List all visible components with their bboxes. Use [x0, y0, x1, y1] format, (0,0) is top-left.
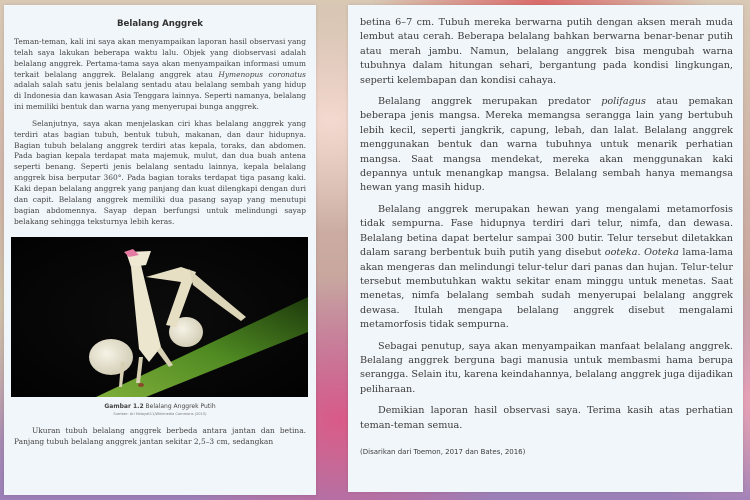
caption-text: Belalang Anggrek Putih [143, 403, 216, 411]
orchid-mantis-photo [11, 237, 308, 397]
polifagus-term: polifagus [601, 96, 646, 108]
size-paragraph: Ukuran tubuh belalang anggrek berbeda antara jantan dan betina. Panjang tubuh belalang anggrek jantan sekitar 2,5–3 cm, sedangkan [14, 426, 306, 447]
benefits-paragraph: Sebagai penutup, saya akan menyampaikan manfaat belalang anggrek. Belalang anggrek berguna bagi manusia untuk membasmi hama berupa serangga. Selain itu, karena keindahannya, belalang anggrek juga dijadikan peliharaan. [360, 340, 733, 395]
ooteka-term: ooteka [604, 247, 638, 259]
document-title: Belalang Anggrek [117, 19, 203, 29]
caption-label: Gambar 1.2 [104, 403, 144, 411]
left-page [4, 5, 316, 495]
color-paragraph: betina 6–7 cm. Tubuh mereka berwarna putih dengan aksen merah muda lembut atau cerah. Beberapa belalang bahkan berwarna benar-benar putih atau merah jambu. Namun, belalang anggrek bisa mengubah warna tubuhnya dalam hitungan sehari, bergantung pada kondisi lingkungan, seperti kelembapan dan kondisi cahaya. [360, 17, 733, 86]
characteristics-paragraph: Selanjutnya, saya akan menjelaskan ciri khas belalang anggrek yang terdiri atas bagian tubuh, bentuk tubuh, makanan, dan daur hidupnya. Bagian tubuh belalang anggrek terdiri atas kepala, toraks, dan abdomen. Pada bagian kepala terdapat mata majemuk, mulut, dan dua buah antena seperti benang. Seperti jenis belalang sentadu lainnya, kepala belalang anggrek bisa berputar 360°. Pada bagian toraks terdapat tiga pasang kaki. Kaki depan belalang anggrek yang panjang dan kuat dilengkapi dengan duri dan capit. Belalang anggrek memiliki dua pasang sayap yang menutupi bagian abdomennya. Sayap depan berfungsi untuk melindungi sayap belakang sehingga teksturnya lebih keras. [14, 118, 306, 226]
right-page [348, 5, 743, 492]
ooteka-term-2: Ooteka [644, 247, 679, 259]
closing-paragraph: Demikian laporan hasil observasi saya. Terima kasih atas perhatian teman-teman semua. [360, 405, 733, 431]
metamorphosis-paragraph: Belalang anggrek merupakan hewan yang mengalami metamorfosis tidak sempurna. Fase hidupnya terdiri dari telur, nimfa, dan dewasa. Belalang betina dapat bertelur sampai 300 butir. Telur tersebut diletakkan dalam sarang berbentuk buih putih yang disebut ooteka. Ooteka lama-lama akan mengeras dan melindungi telur-telur dari panas dan hujan. Telur-telur tersebut membutuhkan waktu sekitar enam minggu untuk menetas. Saat menetas, nimfa belalang sembah sudah menyerupai belalang anggrek dewasa. Itulah mengapa belalang anggrek disebut mengalami metamorfosis tidak sempurna. [360, 203, 733, 331]
diet-paragraph: Belalang anggrek merupakan predator polifagus atau pemakan beberapa jenis mangsa. Mereka memangsa serangga lain yang bertubuh lebih kecil, seperti jangkrik, capung, lebah, dan lalat. Belalang anggrek menggunakan bentuk dan warna tubuhnya untuk menarik perhatian mangsa. Saat mangsa mendekat, mereka akan menggunakan kaki depannya untuk menangkap mangsa. Belalang sembah hanya memangsa hewan yang masih hidup. [360, 96, 733, 194]
scientific-name: Hymenopus coronatus [218, 69, 306, 79]
caption-source: Sumber: Ari Hidayat11/Wikimedia Commons (2015) [113, 412, 207, 417]
figure-caption [14, 403, 306, 416]
intro-paragraph: Teman-teman, kali ini saya akan menyampaikan laporan hasil observasi yang telah saya lakukan beberapa waktu lalu. Objek yang diobservasi adalah belalang anggrek. Pertama-tama saya akan menyampaikan informasi umum terkait belalang anggrek. Belalang anggrek atau Hymenopus coronatus adalah salah satu jenis belalang sentadu atau belalang sembah yang hidup di Indonesia dan kawasan Asia Tenggara lainnya. Seperti namanya, belalang ini memiliki bentuk dan warna yang menyerupai bunga anggrek. [14, 37, 306, 112]
source-note: (Disarikan dari Toemon, 2017 dan Bates, 2016) [360, 447, 526, 456]
mantis-image-icon [11, 237, 308, 397]
